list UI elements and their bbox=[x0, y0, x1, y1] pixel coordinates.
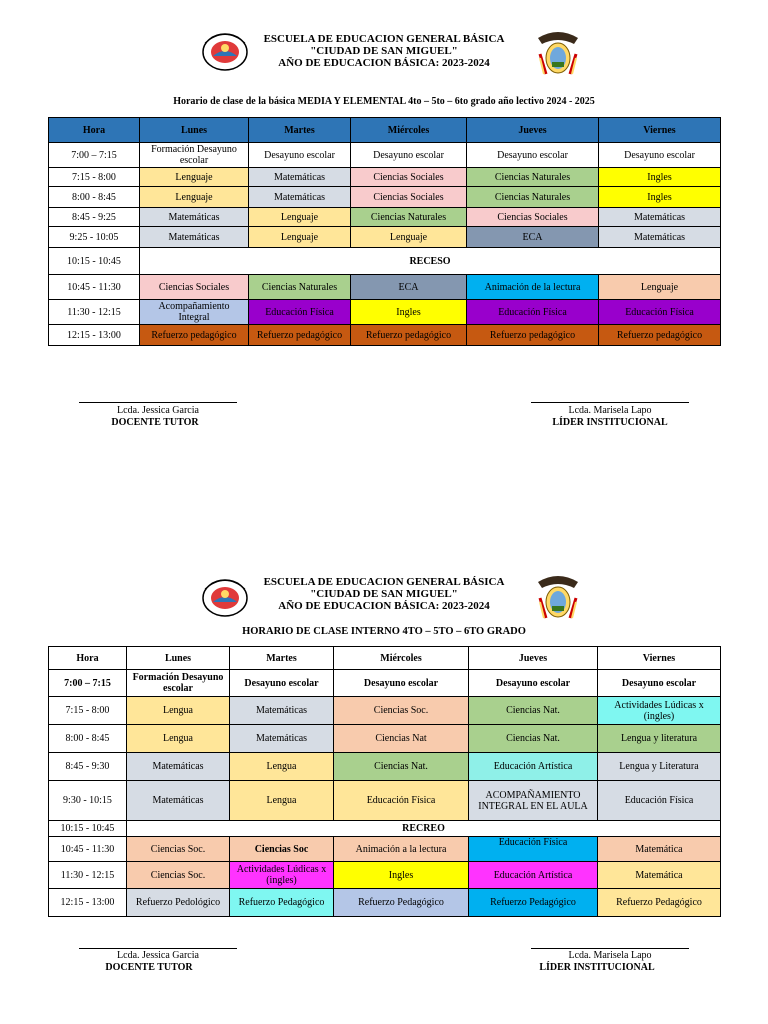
schedule-cell: Educación Física bbox=[599, 300, 721, 325]
signature-line-left bbox=[79, 948, 237, 949]
time-cell: 8:45 - 9:25 bbox=[49, 208, 140, 227]
table-row bbox=[49, 697, 721, 725]
col-hora: Hora bbox=[49, 118, 140, 143]
time-cell: 9:25 - 10:05 bbox=[49, 227, 140, 248]
time-cell: 11:30 - 12:15 bbox=[49, 862, 127, 889]
table-row bbox=[49, 837, 721, 862]
time-cell: 8:45 - 9:30 bbox=[49, 753, 127, 781]
schedule-cell: Refuerzo pedagógico bbox=[599, 325, 721, 346]
schedule-cell: Lenguaje bbox=[249, 208, 351, 227]
time-cell: 10:15 - 10:45 bbox=[49, 248, 140, 275]
col-miercoles: Miércoles bbox=[351, 118, 467, 143]
time-cell: 8:00 - 8:45 bbox=[49, 725, 127, 753]
col-miercoles: Miércoles bbox=[334, 647, 469, 670]
schedule-cell: Ciencias Naturales bbox=[351, 208, 467, 227]
schedule-cell: Lenguaje bbox=[140, 187, 249, 208]
schedule-cell: Refuerzo Pedagógico bbox=[230, 889, 334, 917]
table-row bbox=[49, 168, 721, 187]
schedule-cell: Educación Física bbox=[598, 781, 721, 821]
col-hora: Hora bbox=[49, 647, 127, 670]
schedule-cell: Actividades Lúdicas x (ingles) bbox=[598, 697, 721, 725]
schedule-cell: Ciencias Nat. bbox=[469, 725, 598, 753]
schedule-cell: ECA bbox=[467, 227, 599, 248]
schedule-cell: Educación Física bbox=[469, 837, 598, 862]
table-row bbox=[49, 821, 721, 837]
schedule-cell: Lengua y Literatura bbox=[598, 753, 721, 781]
signature-role-right: LÍDER INSTITUCIONAL bbox=[539, 962, 655, 973]
schedule-cell: Refuerzo Pedagógico bbox=[334, 889, 469, 917]
schedule-cell: Desayuno escolar bbox=[351, 143, 467, 168]
schedule-cell: Educación Artística bbox=[469, 753, 598, 781]
signature-line-left bbox=[79, 402, 237, 403]
schedule-cell: Lenguaje bbox=[249, 227, 351, 248]
schedule-cell: Ciencias Sociales bbox=[467, 208, 599, 227]
schedule-cell: Animación a la lectura bbox=[334, 837, 469, 862]
time-cell: 7:15 - 8:00 bbox=[49, 168, 140, 187]
schedule-subtitle: HORARIO DE CLASE INTERNO 4TO – 5TO – 6TO GRADO bbox=[242, 626, 526, 637]
schedule-cell: Matemáticas bbox=[230, 697, 334, 725]
schedule-cell: Lengua bbox=[230, 753, 334, 781]
schedule-cell: Lengua bbox=[127, 725, 230, 753]
time-cell: 10:15 - 10:45 bbox=[49, 821, 127, 837]
schedule-cell: Matemáticas bbox=[249, 187, 351, 208]
col-viernes: Viernes bbox=[599, 118, 721, 143]
table-row bbox=[49, 753, 721, 781]
schedule-cell: Desayuno escolar bbox=[469, 670, 598, 697]
school-name: ESCUELA DE EDUCACION GENERAL BÁSICA bbox=[263, 33, 505, 45]
time-cell: 7:00 – 7:15 bbox=[49, 670, 127, 697]
schedule-cell: Matemáticas bbox=[140, 208, 249, 227]
schedule-cell: Ciencias Nat bbox=[334, 725, 469, 753]
schedule-cell: Ciencias Nat. bbox=[469, 697, 598, 725]
schedule-cell: Ingles bbox=[599, 168, 721, 187]
schedule-cell: Ciencias Sociales bbox=[351, 168, 467, 187]
schedule-cell: Ciencias Soc. bbox=[127, 862, 230, 889]
signature-name-left: Lcda. Jessica Garcia bbox=[117, 950, 199, 961]
schedule-cell: Ciencias Soc. bbox=[127, 837, 230, 862]
schedule-cell: Educación Física bbox=[334, 781, 469, 821]
time-cell: 9:30 - 10:15 bbox=[49, 781, 127, 821]
signature-role-left: DOCENTE TUTOR bbox=[111, 417, 199, 428]
schedule-cell: Lenguaje bbox=[351, 227, 467, 248]
schedule-cell: Animación de la lectura bbox=[467, 275, 599, 300]
signature-name-left: Lcda. Jessica Garcia bbox=[117, 405, 199, 416]
ecuador-coat-of-arms-icon bbox=[534, 572, 582, 626]
schedule-cell: Refuerzo Pedagógico bbox=[598, 889, 721, 917]
school-city: "CIUDAD DE SAN MIGUEL" bbox=[310, 588, 458, 600]
table-header-row bbox=[49, 647, 721, 670]
time-cell: 11:30 - 12:15 bbox=[49, 300, 140, 325]
table-row bbox=[49, 300, 721, 325]
schedule-cell: Ingles bbox=[334, 862, 469, 889]
signature-line-right bbox=[531, 402, 689, 403]
schedule-cell: Formación Desayuno escolar bbox=[127, 670, 230, 697]
schedule-table-2 bbox=[48, 646, 721, 917]
schedule-cell: Matemáticas bbox=[127, 781, 230, 821]
schedule-cell: Desayuno escolar bbox=[334, 670, 469, 697]
table-row bbox=[49, 187, 721, 208]
schedule-cell: Lenguaje bbox=[140, 168, 249, 187]
schedule-cell: Refuerzo pedagógico bbox=[140, 325, 249, 346]
col-martes: Martes bbox=[230, 647, 334, 670]
schedule-cell: Refuerzo pedagógico bbox=[249, 325, 351, 346]
time-cell: 10:45 - 11:30 bbox=[49, 837, 127, 862]
col-jueves: Jueves bbox=[469, 647, 598, 670]
schedule-cell: Matemática bbox=[598, 837, 721, 862]
table-row bbox=[49, 889, 721, 917]
schedule-cell: Ciencias Soc bbox=[230, 837, 334, 862]
schedule-cell: Ingles bbox=[351, 300, 467, 325]
school-year: AÑO DE EDUCACION BÁSICA: 2023-2024 bbox=[278, 600, 490, 612]
signature-name-right: Lcda. Marisela Lapo bbox=[568, 950, 652, 961]
signature-name-right: Lcda. Marisela Lapo bbox=[568, 405, 652, 416]
schedule-cell: Matemáticas bbox=[230, 725, 334, 753]
schedule-cell: Refuerzo pedagógico bbox=[467, 325, 599, 346]
col-viernes: Viernes bbox=[598, 647, 721, 670]
signature-line-right bbox=[531, 948, 689, 949]
schedule-cell: Educación Física bbox=[249, 300, 351, 325]
schedule-cell: Desayuno escolar bbox=[599, 143, 721, 168]
schedule-cell: Acompañamiento Integral bbox=[140, 300, 249, 325]
schedule-cell: Desayuno escolar bbox=[467, 143, 599, 168]
schedule-cell: Formación Desayuno escolar bbox=[140, 143, 249, 168]
time-cell: 12:15 - 13:00 bbox=[49, 325, 140, 346]
schedule-subtitle: Horario de clase de la básica MEDIA Y ELEMENTAL 4to – 5to – 6to grado año lectivo 2024 - 2025 bbox=[173, 96, 595, 107]
schedule-cell: Matemáticas bbox=[249, 168, 351, 187]
schedule-cell: Ciencias Nat. bbox=[334, 753, 469, 781]
table-row bbox=[49, 725, 721, 753]
table-row bbox=[49, 248, 721, 275]
time-cell: 7:15 - 8:00 bbox=[49, 697, 127, 725]
schedule-cell: Ingles bbox=[599, 187, 721, 208]
schedule-cell: Desayuno escolar bbox=[249, 143, 351, 168]
schedule-cell: Ciencias Naturales bbox=[249, 275, 351, 300]
time-cell: 8:00 - 8:45 bbox=[49, 187, 140, 208]
schedule-cell: Matemáticas bbox=[599, 208, 721, 227]
schedule-cell: Ciencias Sociales bbox=[351, 187, 467, 208]
table-header-row bbox=[49, 118, 721, 143]
table-row bbox=[49, 208, 721, 227]
schedule-cell: ACOMPAÑAMIENTO INTEGRAL EN EL AULA bbox=[469, 781, 598, 821]
schedule-cell: Ciencias Sociales bbox=[140, 275, 249, 300]
time-cell: 12:15 - 13:00 bbox=[49, 889, 127, 917]
school-city: "CIUDAD DE SAN MIGUEL" bbox=[310, 45, 458, 57]
schedule-cell: Actividades Lúdicas x (ingles) bbox=[230, 862, 334, 889]
schedule-cell: Ciencias Naturales bbox=[467, 168, 599, 187]
col-martes: Martes bbox=[249, 118, 351, 143]
schedule-cell: Lengua bbox=[230, 781, 334, 821]
table-row bbox=[49, 227, 721, 248]
col-lunes: Lunes bbox=[140, 118, 249, 143]
schedule-cell: Refuerzo Pedagógico bbox=[469, 889, 598, 917]
ecuador-coat-of-arms-icon bbox=[534, 28, 582, 82]
recess-cell: RECESO bbox=[140, 248, 721, 275]
col-jueves: Jueves bbox=[467, 118, 599, 143]
school-name: ESCUELA DE EDUCACION GENERAL BÁSICA bbox=[263, 576, 505, 588]
schedule-cell: Educación Artística bbox=[469, 862, 598, 889]
schedule-cell: Lenguaje bbox=[599, 275, 721, 300]
schedule-cell: Desayuno escolar bbox=[230, 670, 334, 697]
col-lunes: Lunes bbox=[127, 647, 230, 670]
time-cell: 7:00 – 7:15 bbox=[49, 143, 140, 168]
schedule-cell: Matemáticas bbox=[140, 227, 249, 248]
table-row bbox=[49, 670, 721, 697]
schedule-table-1 bbox=[48, 117, 721, 346]
schedule-cell: Lengua bbox=[127, 697, 230, 725]
schedule-cell: Matemáticas bbox=[127, 753, 230, 781]
schedule-cell: Refuerzo pedagógico bbox=[351, 325, 467, 346]
table-row bbox=[49, 143, 721, 168]
table-row bbox=[49, 862, 721, 889]
table-row bbox=[49, 781, 721, 821]
schedule-cell: Ciencias Soc. bbox=[334, 697, 469, 725]
schedule-cell: Desayuno escolar bbox=[598, 670, 721, 697]
schedule-cell: Lengua y literatura bbox=[598, 725, 721, 753]
signature-role-right: LÍDER INSTITUCIONAL bbox=[552, 417, 668, 428]
table-row bbox=[49, 275, 721, 300]
recess-cell: RECREO bbox=[127, 821, 721, 837]
table-row bbox=[49, 325, 721, 346]
schedule-cell: Refuerzo Pedológico bbox=[127, 889, 230, 917]
schedule-cell: Matemática bbox=[598, 862, 721, 889]
schedule-cell: Matemáticas bbox=[599, 227, 721, 248]
schedule-cell: Ciencias Naturales bbox=[467, 187, 599, 208]
schedule-cell: Educación Física bbox=[467, 300, 599, 325]
school-year: AÑO DE EDUCACION BÁSICA: 2023-2024 bbox=[278, 57, 490, 69]
time-cell: 10:45 - 11:30 bbox=[49, 275, 140, 300]
signature-role-left: DOCENTE TUTOR bbox=[105, 962, 193, 973]
schedule-cell: ECA bbox=[351, 275, 467, 300]
